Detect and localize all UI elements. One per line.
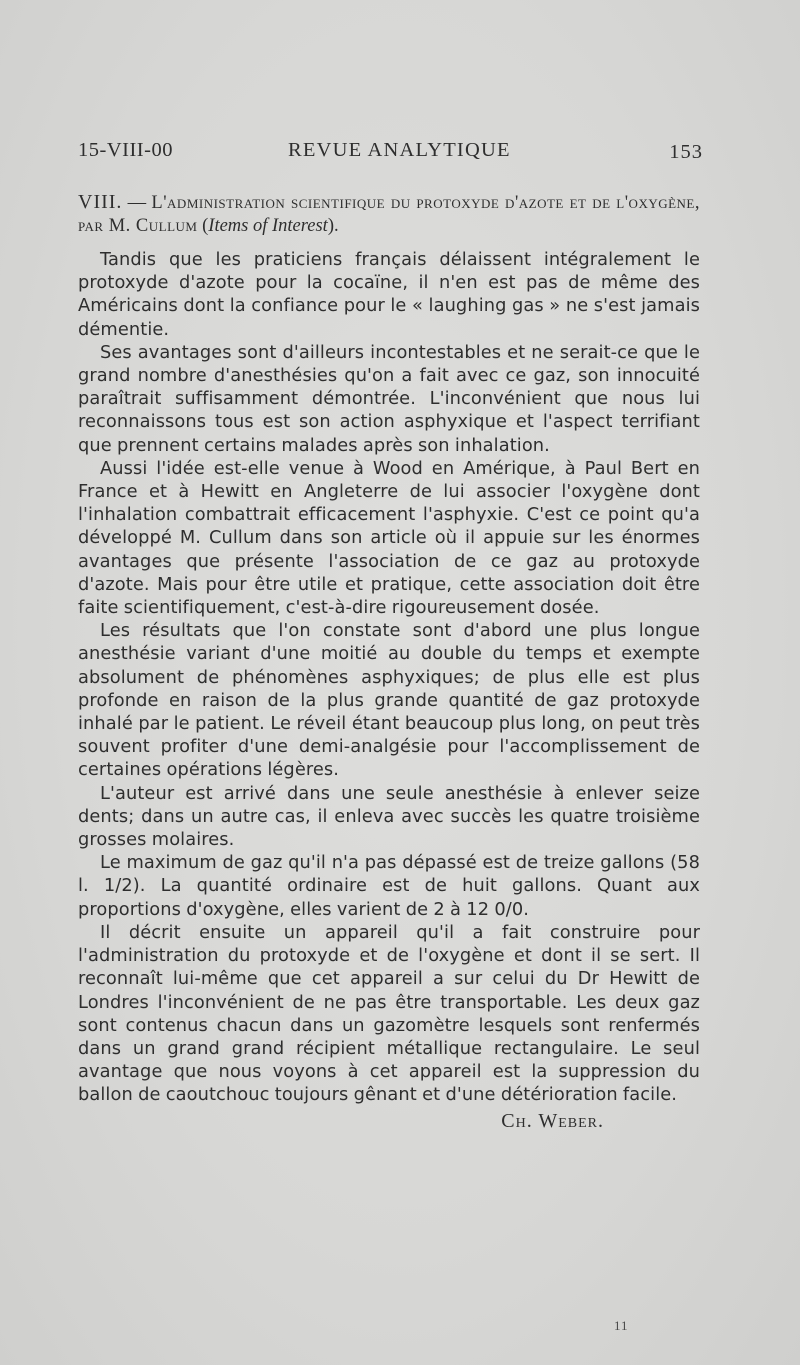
page-number: 153: [669, 141, 703, 163]
signature-mark: 11: [614, 1318, 629, 1333]
source-close: ).: [327, 216, 339, 236]
running-head: [78, 139, 703, 169]
signature-block: [78, 1110, 700, 1138]
paragraph: Il décrit ensuite un appareil qu'il a fait construire pour l'administration du protoxyde et de l'oxygène et dont il se sert. Il reconnaît lui-même que cet appareil a sur celui du Dr Hewitt de Londres l'inconvénient de ne pas être transportable. Les deux gaz sont contenus chacun dans un gazomètre lesquels sont renfermés dans un grand grand récipient métallique rectangulaire. Le seul avantage que nous voyons à cet appareil est la suppression du ballon de caoutchouc toujours gênant et d'une détérioration facile.: [78, 921, 700, 1106]
issue-date: 15-VIII-00: [78, 139, 173, 161]
paragraph: Les résultats que l'on constate sont d'abord une plus longue anesthésie variant d'une moitié au double du temps et exempte absolument de phénomènes asphyxiques; de plus elle est plus profonde en raison de la plus grande quantité de gaz protoxyde inhalé par le patient. Le réveil étant beaucoup plus long, on peut très souvent profiter d'une demi-analgésie pour l'accomplissement de certaines opérations légères.: [78, 620, 700, 781]
source-open: (: [197, 216, 209, 236]
paragraph: Tandis que les praticiens français délaissent intégralement le protoxyde d'azote pour la cocaïne, il n'en est pas de même des Américains dont la confiance pour le « laughing gas » ne s'est jamais démentie.: [78, 249, 700, 340]
article-heading: [78, 191, 700, 238]
paragraph: L'auteur est arrivé dans une seule anesthésie à enlever seize dents; dans un autre cas, il enleva avec succès les quatre troisième grosses molaires.: [78, 782, 700, 851]
journal-title: REVUE ANALYTIQUE: [288, 139, 511, 161]
author-signature: Ch. Weber.: [501, 1109, 604, 1132]
heading-dash: —: [122, 193, 152, 213]
article-source: Items of Interest: [208, 216, 328, 236]
article: [78, 191, 700, 1138]
paragraph: Le maximum de gaz qu'il n'a pas dépassé est de treize gallons (58 l. 1/2). La quantité ordinaire est de huit gallons. Quant aux proportions d'oxygène, elles varient de 2 à 12 0/0.: [78, 852, 700, 920]
paragraph: Aussi l'idée est-elle venue à Wood en Amérique, à Paul Bert en France et à Hewitt en Angleterre de lui associer l'oxygène dont l'inhalation combattrait efficacement l'asphyxie. C'est ce point qu'a développé M. Cullum dans son article où il appuie sur les énormes avantages que présente l'association de ce gaz au protoxyde d'azote. Mais pour être utile et pratique, cette association doit être faite scientifiquement, c'est-à-dire rigoureusement dosée.: [78, 457, 700, 619]
paragraph: Ses avantages sont d'ailleurs incontestables et ne serait-ce que le grand nombre d'anesthésies qu'on a fait avec ce gaz, son innocuité paraîtrait suffisamment démontrée. L'inconvénient que nous lui reconnaissons tous est son action asphyxique et l'aspect terrifiant que prennent certains malades après son inhalation.: [78, 341, 700, 456]
article-title: L'administration scientifique du protoxyde d'azote et de l'oxygène, par M. Cullum: [78, 193, 700, 236]
section-numeral: VIII.: [78, 191, 123, 213]
